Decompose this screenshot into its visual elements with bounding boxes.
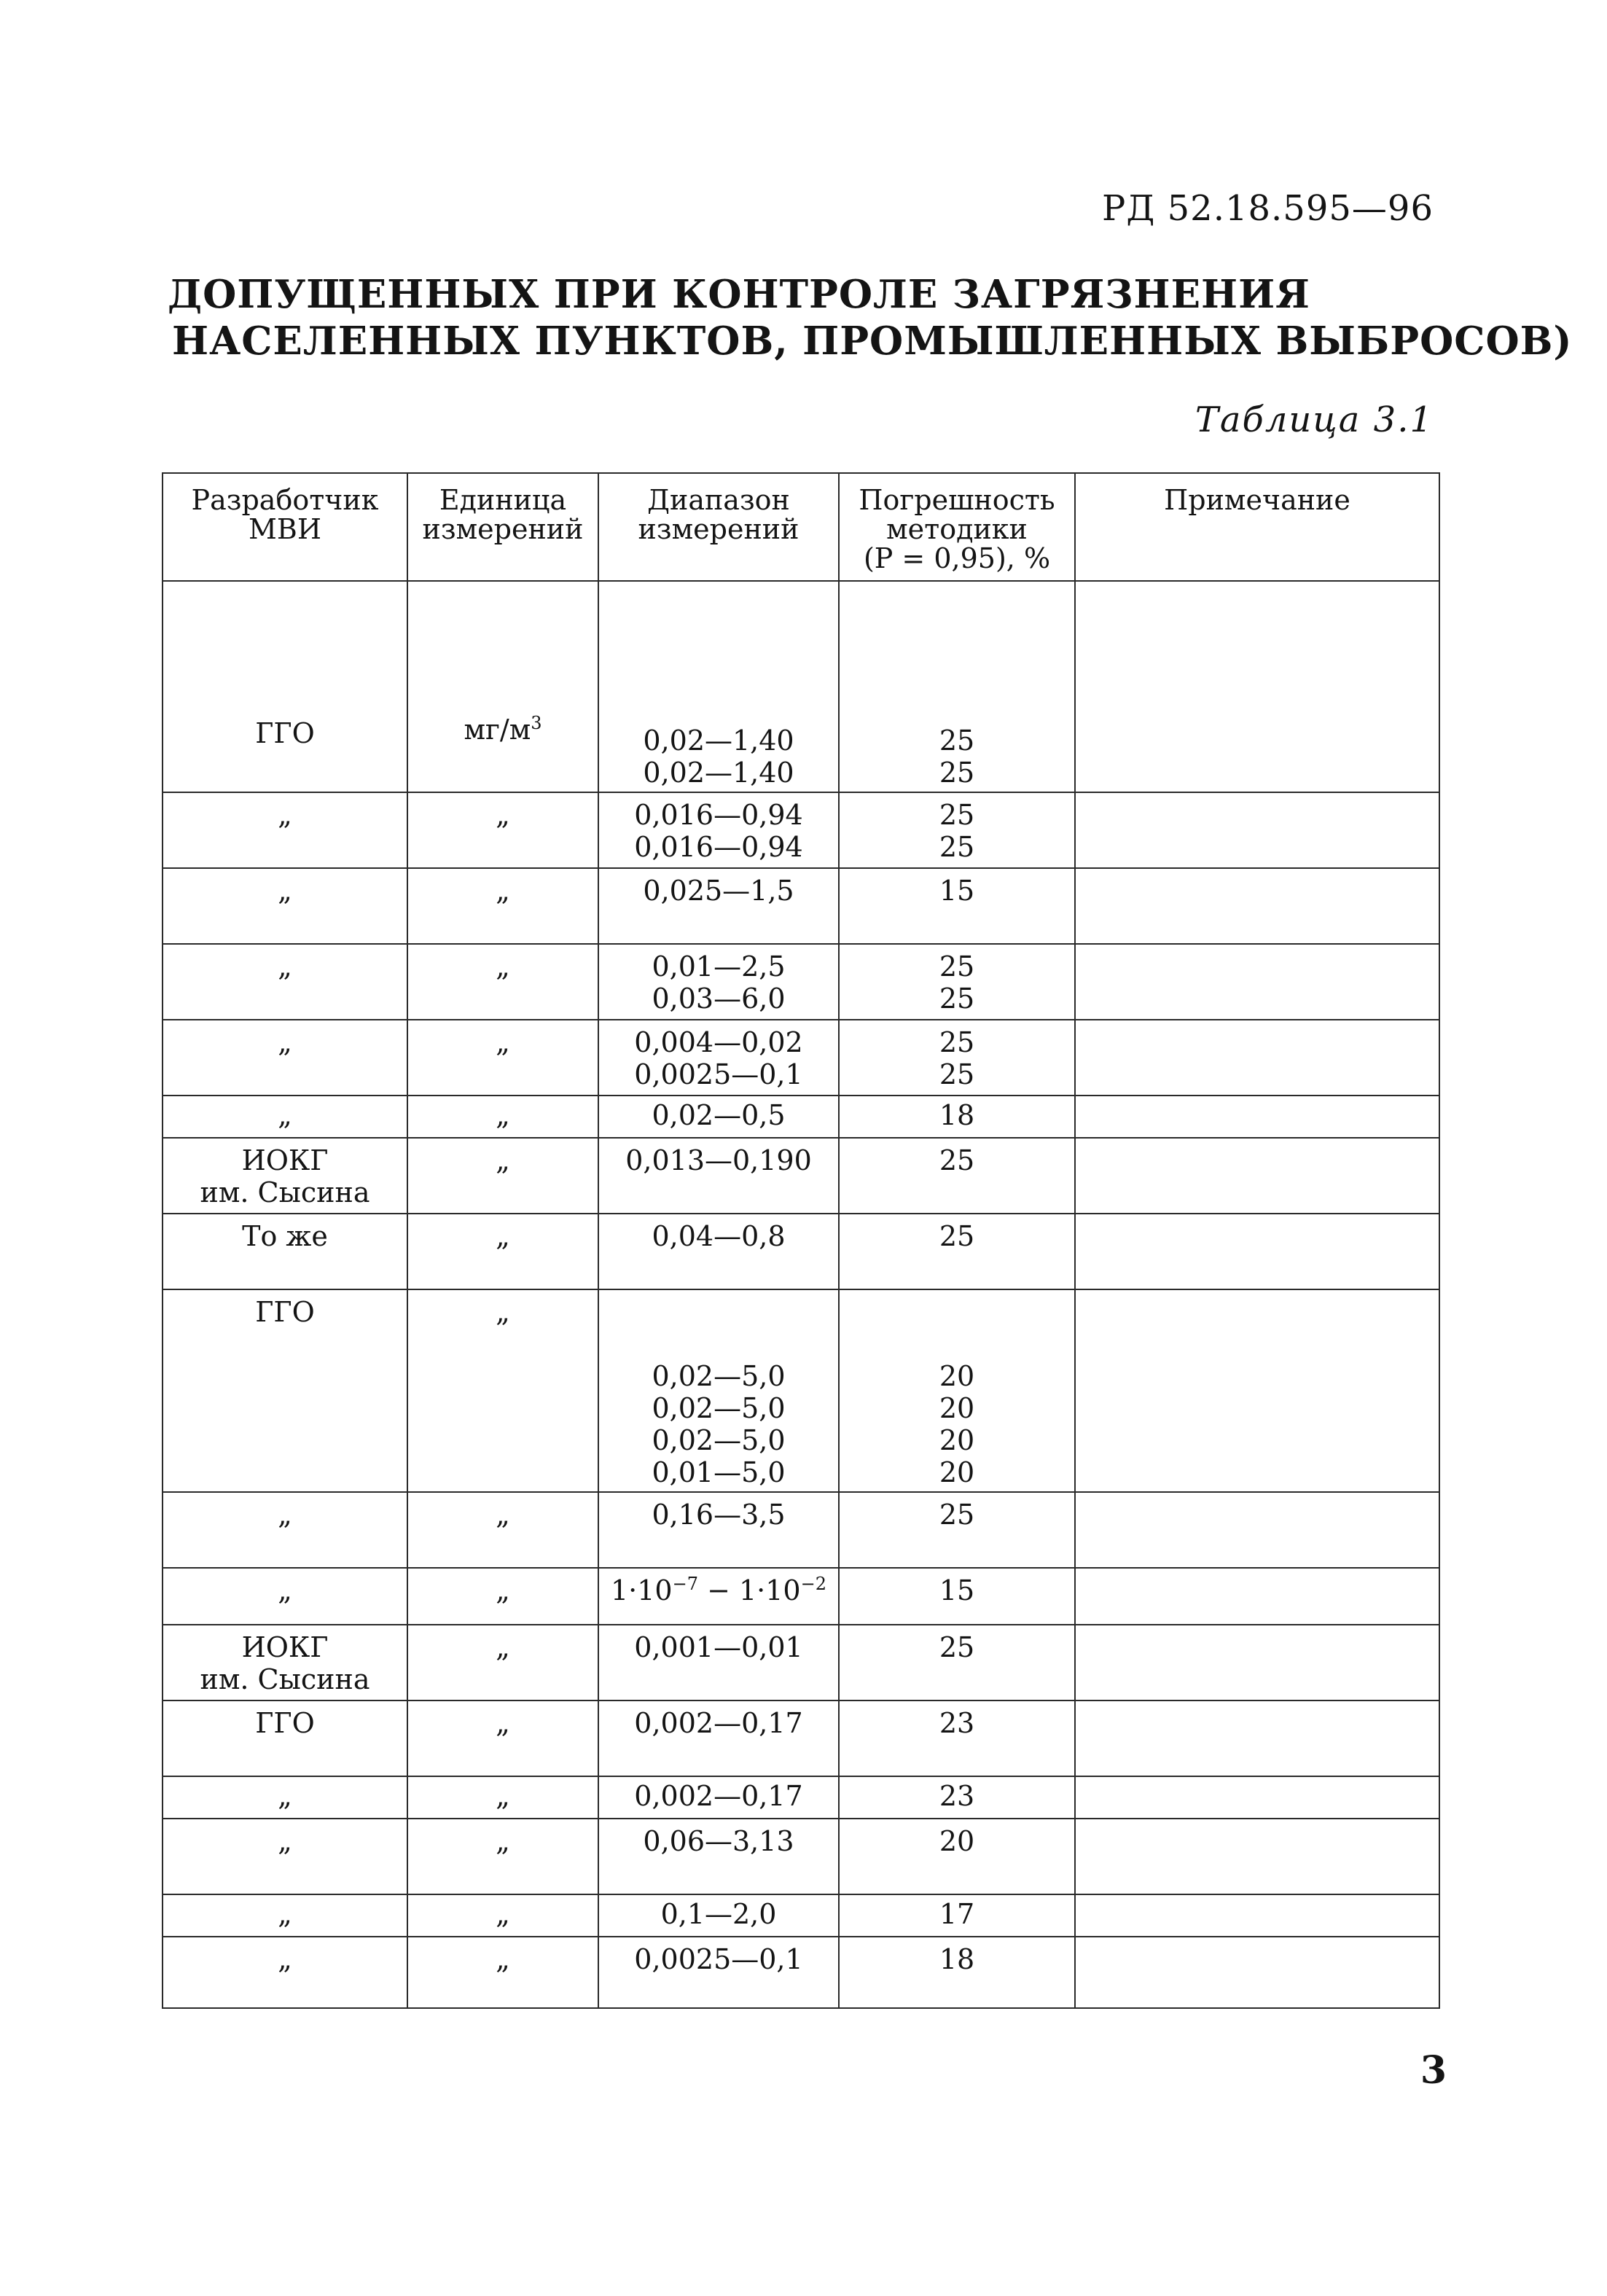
- table-row: [163, 1096, 1439, 1138]
- cell-note: [1075, 1568, 1439, 1625]
- cell-error: 20 20 20 20: [839, 1289, 1075, 1492]
- cell-unit: „: [407, 1568, 598, 1625]
- cell-error: 25 25: [839, 944, 1075, 1020]
- table-row: [163, 1819, 1439, 1894]
- cell-developer: „: [163, 1819, 407, 1894]
- cell-range: 0,002—0,17: [598, 1700, 839, 1776]
- table-row: [163, 1214, 1439, 1289]
- header-error: Погрешность методики (P = 0,95), %: [839, 473, 1075, 581]
- table-row: [163, 1492, 1439, 1568]
- cell-developer: „: [163, 1894, 407, 1937]
- page-number: 3: [1420, 2048, 1447, 2093]
- cell-unit: „: [407, 1894, 598, 1937]
- cell-developer: „: [163, 944, 407, 1020]
- cell-developer: ИОКГ им. Сысина: [163, 1625, 407, 1700]
- cell-range: 0,02—5,0 0,02—5,0 0,02—5,0 0,01—5,0: [598, 1289, 839, 1492]
- measurement-table: [162, 472, 1440, 2009]
- cell-note: [1075, 944, 1439, 1020]
- cell-note: [1075, 1492, 1439, 1568]
- table-caption: Таблица 3.1: [1195, 399, 1434, 440]
- cell-range: 0,02—0,5: [598, 1096, 839, 1138]
- cell-developer: „: [163, 1020, 407, 1096]
- cell-developer: ГГО: [163, 1700, 407, 1776]
- cell-error: 25: [839, 1214, 1075, 1289]
- header-developer: Разработчик МВИ: [163, 473, 407, 581]
- cell-note: [1075, 1138, 1439, 1214]
- cell-error: 25: [839, 1625, 1075, 1700]
- table-row: [163, 1937, 1439, 2008]
- cell-range: 0,0025—0,1: [598, 1937, 839, 2008]
- table-row: [163, 868, 1439, 944]
- cell-error: 15: [839, 868, 1075, 944]
- cell-developer: „: [163, 1492, 407, 1568]
- cell-note: [1075, 1214, 1439, 1289]
- cell-note: [1075, 1937, 1439, 2008]
- cell-note: [1075, 1289, 1439, 1492]
- cell-note: [1075, 581, 1439, 792]
- cell-error: 17: [839, 1894, 1075, 1937]
- cell-unit: „: [407, 1700, 598, 1776]
- cell-developer: „: [163, 792, 407, 868]
- cell-range: 0,16—3,5: [598, 1492, 839, 1568]
- cell-error: 15: [839, 1568, 1075, 1625]
- cell-range: 0,004—0,02 0,0025—0,1: [598, 1020, 839, 1096]
- table-header-row: [163, 473, 1439, 581]
- table-row: [163, 1020, 1439, 1096]
- cell-range: 0,1—2,0: [598, 1894, 839, 1937]
- cell-unit: „: [407, 792, 598, 868]
- header-unit: Единица измерений: [407, 473, 598, 581]
- cell-note: [1075, 792, 1439, 868]
- table-row: [163, 1289, 1439, 1492]
- cell-unit: „: [407, 1492, 598, 1568]
- cell-range: 0,016—0,94 0,016—0,94: [598, 792, 839, 868]
- cell-range: 0,04—0,8: [598, 1214, 839, 1289]
- cell-note: [1075, 1020, 1439, 1096]
- table-row: [163, 1776, 1439, 1819]
- cell-unit: „: [407, 1776, 598, 1819]
- table-row: [163, 1700, 1439, 1776]
- cell-error: 18: [839, 1096, 1075, 1138]
- cell-developer: ГГО: [163, 1289, 407, 1492]
- cell-developer: „: [163, 1568, 407, 1625]
- cell-error: 25: [839, 1138, 1075, 1214]
- cell-developer: То же: [163, 1214, 407, 1289]
- cell-unit: „: [407, 1819, 598, 1894]
- table-row: [163, 1625, 1439, 1700]
- cell-error: 25: [839, 1492, 1075, 1568]
- table-row: [163, 792, 1439, 868]
- cell-unit: „: [407, 1020, 598, 1096]
- cell-developer: ИОКГ им. Сысина: [163, 1138, 407, 1214]
- cell-developer: „: [163, 868, 407, 944]
- cell-unit: „: [407, 1096, 598, 1138]
- table-row: [163, 944, 1439, 1020]
- cell-range: 0,06—3,13: [598, 1819, 839, 1894]
- cell-unit: „: [407, 1289, 598, 1492]
- cell-note: [1075, 868, 1439, 944]
- table-row: [163, 1568, 1439, 1625]
- cell-range: 0,013—0,190: [598, 1138, 839, 1214]
- cell-developer: ГГО: [163, 581, 407, 792]
- cell-developer: „: [163, 1776, 407, 1819]
- cell-unit: „: [407, 1625, 598, 1700]
- cell-error: 18: [839, 1937, 1075, 2008]
- cell-developer: „: [163, 1937, 407, 2008]
- heading-line-2: НАСЕЛЕННЫХ ПУНКТОВ, ПРОМЫШЛЕННЫХ ВЫБРОСОВ): [172, 319, 1573, 364]
- section-heading: [168, 271, 1572, 364]
- cell-range: 0,02—1,40 0,02—1,40: [598, 581, 839, 792]
- cell-range: 0,01—2,5 0,03—6,0: [598, 944, 839, 1020]
- cell-note: [1075, 1096, 1439, 1138]
- cell-unit: „: [407, 1937, 598, 2008]
- cell-note: [1075, 1776, 1439, 1819]
- cell-unit: „: [407, 868, 598, 944]
- cell-range: 0,001—0,01: [598, 1625, 839, 1700]
- cell-unit: „: [407, 1138, 598, 1214]
- cell-note: [1075, 1625, 1439, 1700]
- cell-error: 23: [839, 1776, 1075, 1819]
- table-row: [163, 1138, 1439, 1214]
- cell-error: 25 25: [839, 792, 1075, 868]
- header-range: Диапазон измерений: [598, 473, 839, 581]
- table-row: [163, 1894, 1439, 1937]
- cell-error: 25 25: [839, 581, 1075, 792]
- cell-developer: „: [163, 1096, 407, 1138]
- cell-note: [1075, 1700, 1439, 1776]
- cell-range: $1\cdot 10^{-7} - 1\cdot 10^{-2}$: [598, 1568, 839, 1625]
- cell-unit: „: [407, 944, 598, 1020]
- table-row: [163, 581, 1439, 792]
- cell-unit: „: [407, 1214, 598, 1289]
- cell-range: 0,002—0,17: [598, 1776, 839, 1819]
- cell-error: 20: [839, 1819, 1075, 1894]
- cell-note: [1075, 1819, 1439, 1894]
- header-note: Примечание: [1075, 473, 1439, 581]
- cell-error: 25 25: [839, 1020, 1075, 1096]
- cell-range: 0,025—1,5: [598, 868, 839, 944]
- cell-error: 23: [839, 1700, 1075, 1776]
- document-code: РД 52.18.595—96: [1102, 188, 1434, 229]
- cell-note: [1075, 1894, 1439, 1937]
- cell-unit: $мг/м^3$: [407, 581, 598, 792]
- heading-line-1: ДОПУЩЕННЫХ ПРИ КОНТРОЛЕ ЗАГРЯЗНЕНИЯ: [168, 272, 1310, 317]
